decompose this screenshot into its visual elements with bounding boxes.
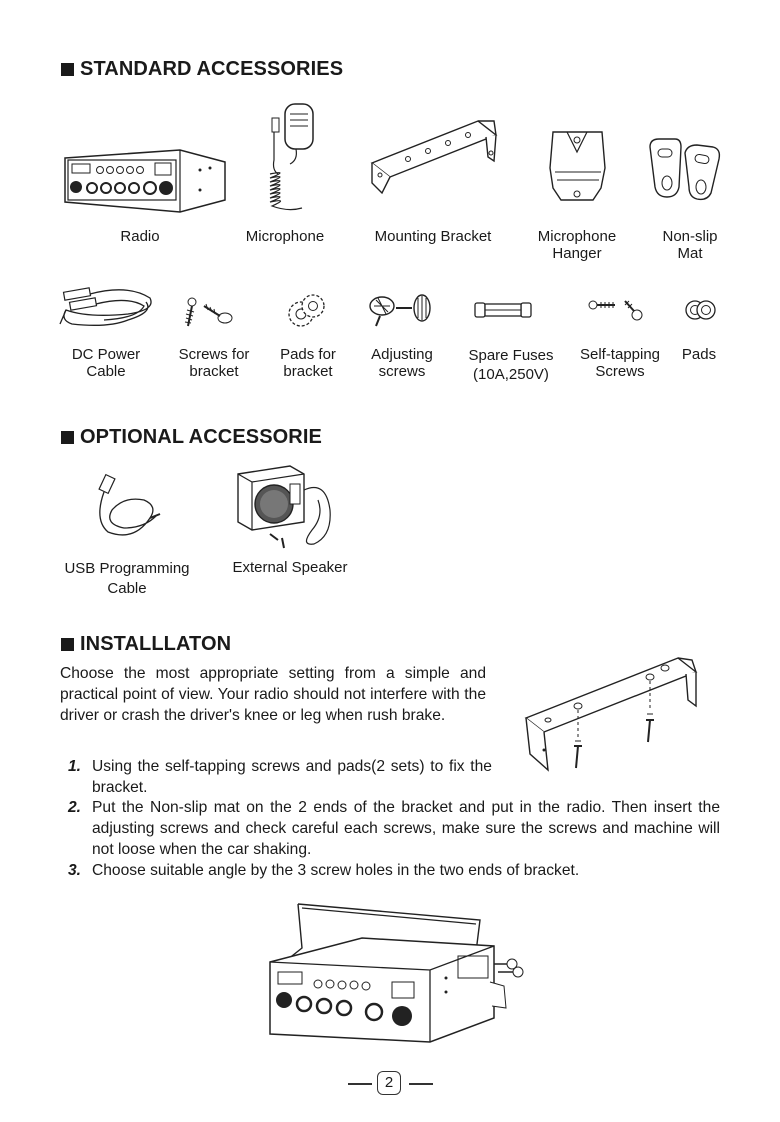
external-speaker-illustration: [230, 460, 340, 555]
microphone-hanger-illustration: [545, 128, 610, 206]
caption-usb-programming-cable: USB Programming Cable: [64, 560, 190, 597]
caption-mounting-bracket: Mounting Bracket: [374, 228, 492, 245]
microphone-illustration: [258, 100, 328, 220]
section-title: OPTIONAL ACCESSORIE: [80, 426, 322, 448]
caption-pads-for-bracket: Pads for bracket: [280, 346, 336, 380]
page-number-rule-right: [409, 1083, 433, 1085]
dc-power-cable-illustration: [58, 284, 158, 334]
step-text: Choose suitable angle by the 3 screw holes in the two ends of bracket.: [92, 862, 580, 879]
bracket-install-illustration: [520, 650, 700, 775]
step-text: Using the self-tapping screws and pads(2 sets) to fix the bracket.: [92, 758, 492, 796]
step-text: Put the Non-slip mat on the 2 ends of the bracket and put in the radio. Then insert the adjusting screws and check careful each screws, make sure the screws and machine will not loose when the car shaking.: [92, 799, 720, 858]
non-slip-mat-illustration: [645, 135, 725, 203]
mounting-bracket-illustration: [368, 113, 503, 213]
caption-non-slip-mat: Non-slip Mat: [662, 228, 718, 262]
caption-pads: Pads: [681, 346, 717, 363]
caption-dc-power-cable: DC Power Cable: [71, 346, 141, 380]
installation-step: [68, 756, 492, 798]
installation-step: [68, 797, 720, 860]
section-heading-standard: [61, 58, 343, 81]
page-number: 2: [377, 1071, 401, 1095]
caption-radio: Radio: [120, 228, 160, 245]
installation-intro: Choose the most appropriate setting from a simple and practical point of view. Your radio should not interfere with the driver or crash the driver's knee or leg when rush brake.: [60, 665, 486, 724]
caption-screws-for-bracket: Screws for bracket: [178, 346, 250, 380]
caption-microphone: Microphone: [245, 228, 325, 245]
radio-in-bracket-illustration: [262, 898, 532, 1048]
square-bullet-icon: [61, 63, 74, 76]
page-number-rule-left: [348, 1083, 372, 1085]
installation-step: [68, 860, 720, 881]
caption-microphone-hanger: Microphone Hanger: [537, 228, 617, 262]
step-number: 2.: [68, 799, 82, 816]
radio-illustration: [60, 140, 230, 215]
section-heading-optional: [61, 426, 322, 449]
pads-illustration: [683, 298, 719, 322]
square-bullet-icon: [61, 431, 74, 444]
spare-fuses-illustration: [473, 300, 533, 320]
section-title: STANDARD ACCESSORIES: [80, 58, 344, 80]
square-bullet-icon: [61, 638, 74, 651]
usb-programming-cable-illustration: [84, 470, 164, 540]
screws-for-bracket-illustration: [180, 292, 240, 332]
caption-self-tapping-screws: Self-tapping Screws: [579, 346, 661, 380]
self-tapping-screws-illustration: [585, 295, 650, 325]
step-number: 3.: [68, 862, 82, 879]
step-number: 1.: [68, 758, 82, 775]
caption-adjusting-screws: Adjusting screws: [371, 346, 433, 380]
adjusting-screws-illustration: [366, 290, 436, 330]
section-title: INSTALLLATON: [80, 633, 232, 655]
caption-spare-fuses: Spare Fuses (10A,250V): [468, 347, 554, 383]
pads-for-bracket-illustration: [285, 292, 330, 330]
section-heading-installation: [61, 633, 231, 656]
caption-external-speaker: External Speaker: [232, 559, 348, 576]
